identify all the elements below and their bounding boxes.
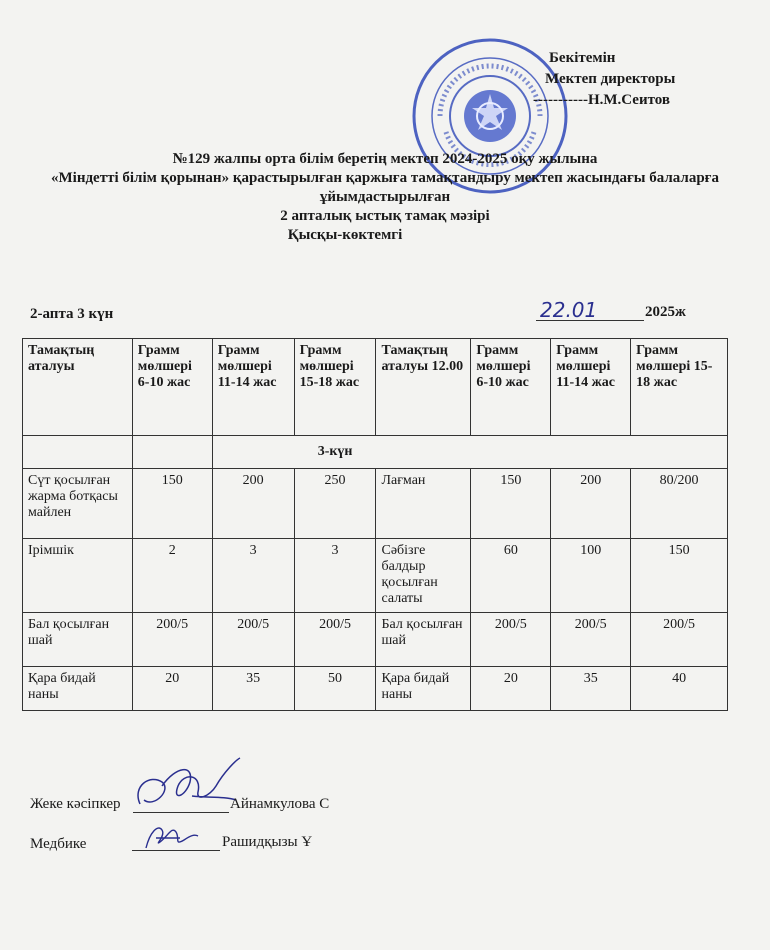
gram-cell: 200 — [212, 469, 294, 539]
gram-cell: 200/5 — [294, 613, 376, 667]
table-row — [23, 469, 728, 539]
empty-cell — [23, 436, 133, 469]
empty-cell — [132, 436, 212, 469]
gram-cell: 250 — [294, 469, 376, 539]
header-cell: Грамм мөлшері 6-10 жас — [132, 339, 212, 436]
gram-cell: 150 — [631, 539, 728, 613]
entrepreneur-label: Жеке кәсіпкер — [30, 796, 121, 812]
gram-cell: 50 — [294, 667, 376, 711]
header-cell: Грамм мөлшері 11-14 жас — [551, 339, 631, 436]
gram-cell: 80/200 — [631, 469, 728, 539]
document-title — [0, 150, 770, 245]
table-row — [23, 539, 728, 613]
gram-cell: 2 — [132, 539, 212, 613]
dish-name: Бал қосылған шай — [376, 613, 471, 667]
header-cell: Грамм мөлшері 6-10 жас — [471, 339, 551, 436]
header-cell: Грамм мөлшері 15-18 жас — [631, 339, 728, 436]
nurse-name: Рашидқызы Ұ — [222, 834, 313, 850]
header-cell: Грамм мөлшері 15-18 жас — [294, 339, 376, 436]
gram-cell: 20 — [132, 667, 212, 711]
dish-name: Бал қосылған шай — [23, 613, 133, 667]
table-row — [23, 667, 728, 711]
gram-cell: 200/5 — [132, 613, 212, 667]
gram-cell: 100 — [551, 539, 631, 613]
gram-cell: 200 — [551, 469, 631, 539]
entrepreneur-signature — [132, 756, 242, 816]
date-underline — [536, 320, 644, 321]
week-day-label: 2-апта 3 күн — [30, 306, 114, 322]
table-header-row — [23, 339, 728, 436]
nurse-label: Медбике — [30, 836, 87, 852]
dish-name: Қара бидай наны — [23, 667, 133, 711]
gram-cell: 200/5 — [212, 613, 294, 667]
header-cell: Грамм мөлшері 11-14 жас — [212, 339, 294, 436]
gram-cell: 3 — [294, 539, 376, 613]
approval-line-1: Бекітемін — [549, 50, 616, 66]
gram-cell: 35 — [551, 667, 631, 711]
header-cell: Тамақтың аталуы — [23, 339, 133, 436]
day-label: 3-күн — [212, 436, 727, 469]
approval-line-2: Мектеп директоры — [545, 71, 676, 87]
gram-cell: 20 — [471, 667, 551, 711]
approval-block — [533, 48, 676, 111]
gram-cell: 3 — [212, 539, 294, 613]
title-line-3: ұйымдастырылған — [319, 189, 451, 205]
year-label: 2025ж — [645, 304, 686, 320]
header-cell: Тамақтың аталуы 12.00 — [376, 339, 471, 436]
dish-name: Қара бидай наны — [376, 667, 471, 711]
dish-name: Лағман — [376, 469, 471, 539]
gram-cell: 150 — [471, 469, 551, 539]
menu-table — [22, 338, 728, 711]
nurse-signature — [140, 818, 200, 854]
gram-cell: 40 — [631, 667, 728, 711]
gram-cell: 150 — [132, 469, 212, 539]
title-line-4: 2 апталық ыстық тамақ мәзірі — [280, 208, 490, 224]
table-row — [23, 613, 728, 667]
gram-cell: 200/5 — [471, 613, 551, 667]
day-label-row — [23, 436, 728, 469]
dish-name: Сүт қосылған жарма ботқасы майлен — [23, 469, 133, 539]
gram-cell: 60 — [471, 539, 551, 613]
handwritten-date: 22.01 — [540, 298, 598, 322]
approval-line-3: -----------Н.М.Сеитов — [533, 92, 670, 108]
gram-cell: 35 — [212, 667, 294, 711]
gram-cell: 200/5 — [551, 613, 631, 667]
entrepreneur-name: Айнамкулова С — [230, 796, 330, 812]
dish-name: Ірімшік — [23, 539, 133, 613]
title-line-2: «Міндетті білім қорынан» қарастырылған қаржыға тамақтандыру мектеп жасындағы балаларға — [51, 170, 719, 186]
dish-name: Сәбізге балдыр қосылған салаты — [376, 539, 471, 613]
title-line-1: №129 жалпы орта білім беретің мектеп 2024-2025 оқу жылына — [172, 151, 598, 167]
gram-cell: 200/5 — [631, 613, 728, 667]
title-line-5: Қысқы-көктемгі — [287, 227, 403, 243]
